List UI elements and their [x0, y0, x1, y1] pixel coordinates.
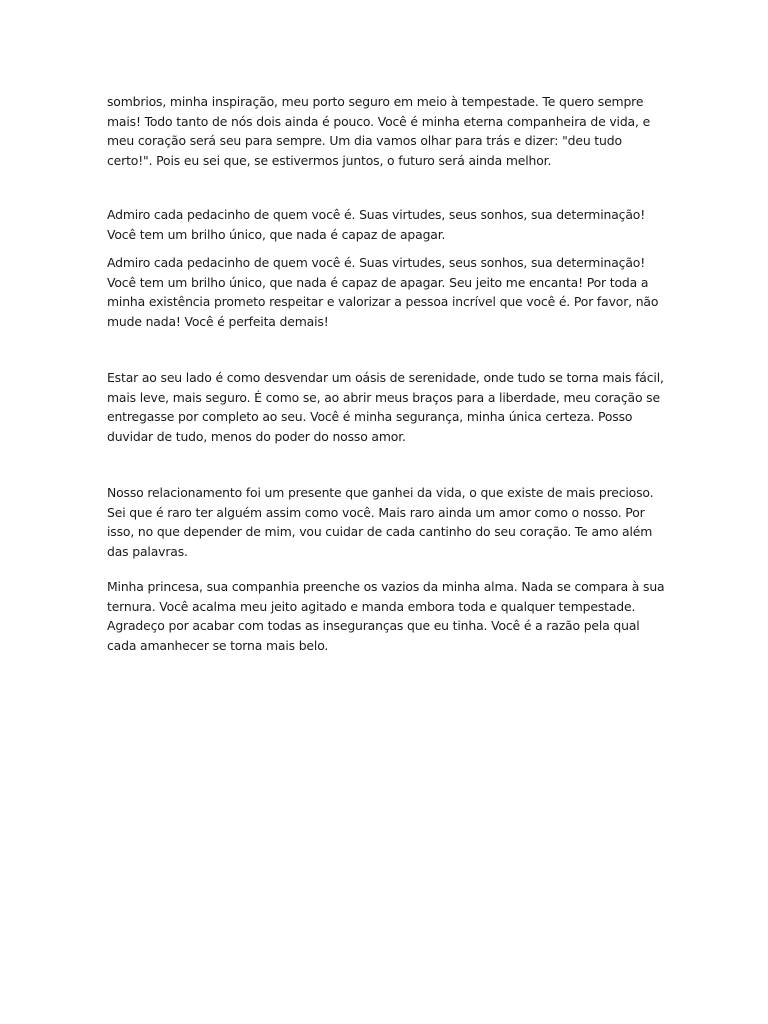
paragraph-2: Admiro cada pedacinho de quem você é. Suas virtudes, seus sonhos, sua determinação! Você tem um brilho único, que nada é capaz de apagar. — [107, 207, 646, 242]
paragraph-3: Admiro cada pedacinho de quem você é. Suas virtudes, seus sonhos, sua determinação! Você tem um brilho único, que nada é capaz de apagar. Seu jeito me encanta! Por toda a minha existência prometo respeitar e valorizar a pessoa incrível que você é. Por favor, não mude nada! Você é perfeita demais! — [107, 255, 659, 329]
paragraph-1: sombrios, minha inspiração, meu porto seguro em meio à tempestade. Te quero sempre mais! Todo tanto de nós dois ainda é pouco. Você é minha eterna companheira de vida, e meu coração será seu para sempre. Um dia vamos olhar para trás e dizer: "deu tudo certo!". Pois eu sei que, se estivermos juntos, o futuro será ainda melhor. — [107, 94, 651, 168]
paragraph-6: Minha princesa, sua companhia preenche os vazios da minha alma. Nada se compara à sua ternura. Você acalma meu jeito agitado e manda embora toda e qualquer tempestade. Agradeço por acabar com todas as inseguranças que eu tinha. Você é a razão pela qual cada amanhecer se torna mais belo. — [107, 579, 665, 653]
paragraph-5: Nosso relacionamento foi um presente que ganhei da vida, o que existe de mais precioso. Sei que é raro ter alguém assim como você. Mais raro ainda um amor como o nosso. Por isso, no que depender de mim, vou cuidar de cada cantinho do seu coração. Te amo além das palavras. — [107, 485, 654, 559]
paragraph-4: Estar ao seu lado é como desvendar um oásis de serenidade, onde tudo se torna mais fácil, mais leve, mais seguro. É como se, ao abrir meus braços para a liberdade, meu coração se entregasse por completo ao seu. Você é minha segurança, minha única certeza. Posso duvidar de tudo, menos do poder do nosso amor. — [107, 370, 664, 444]
